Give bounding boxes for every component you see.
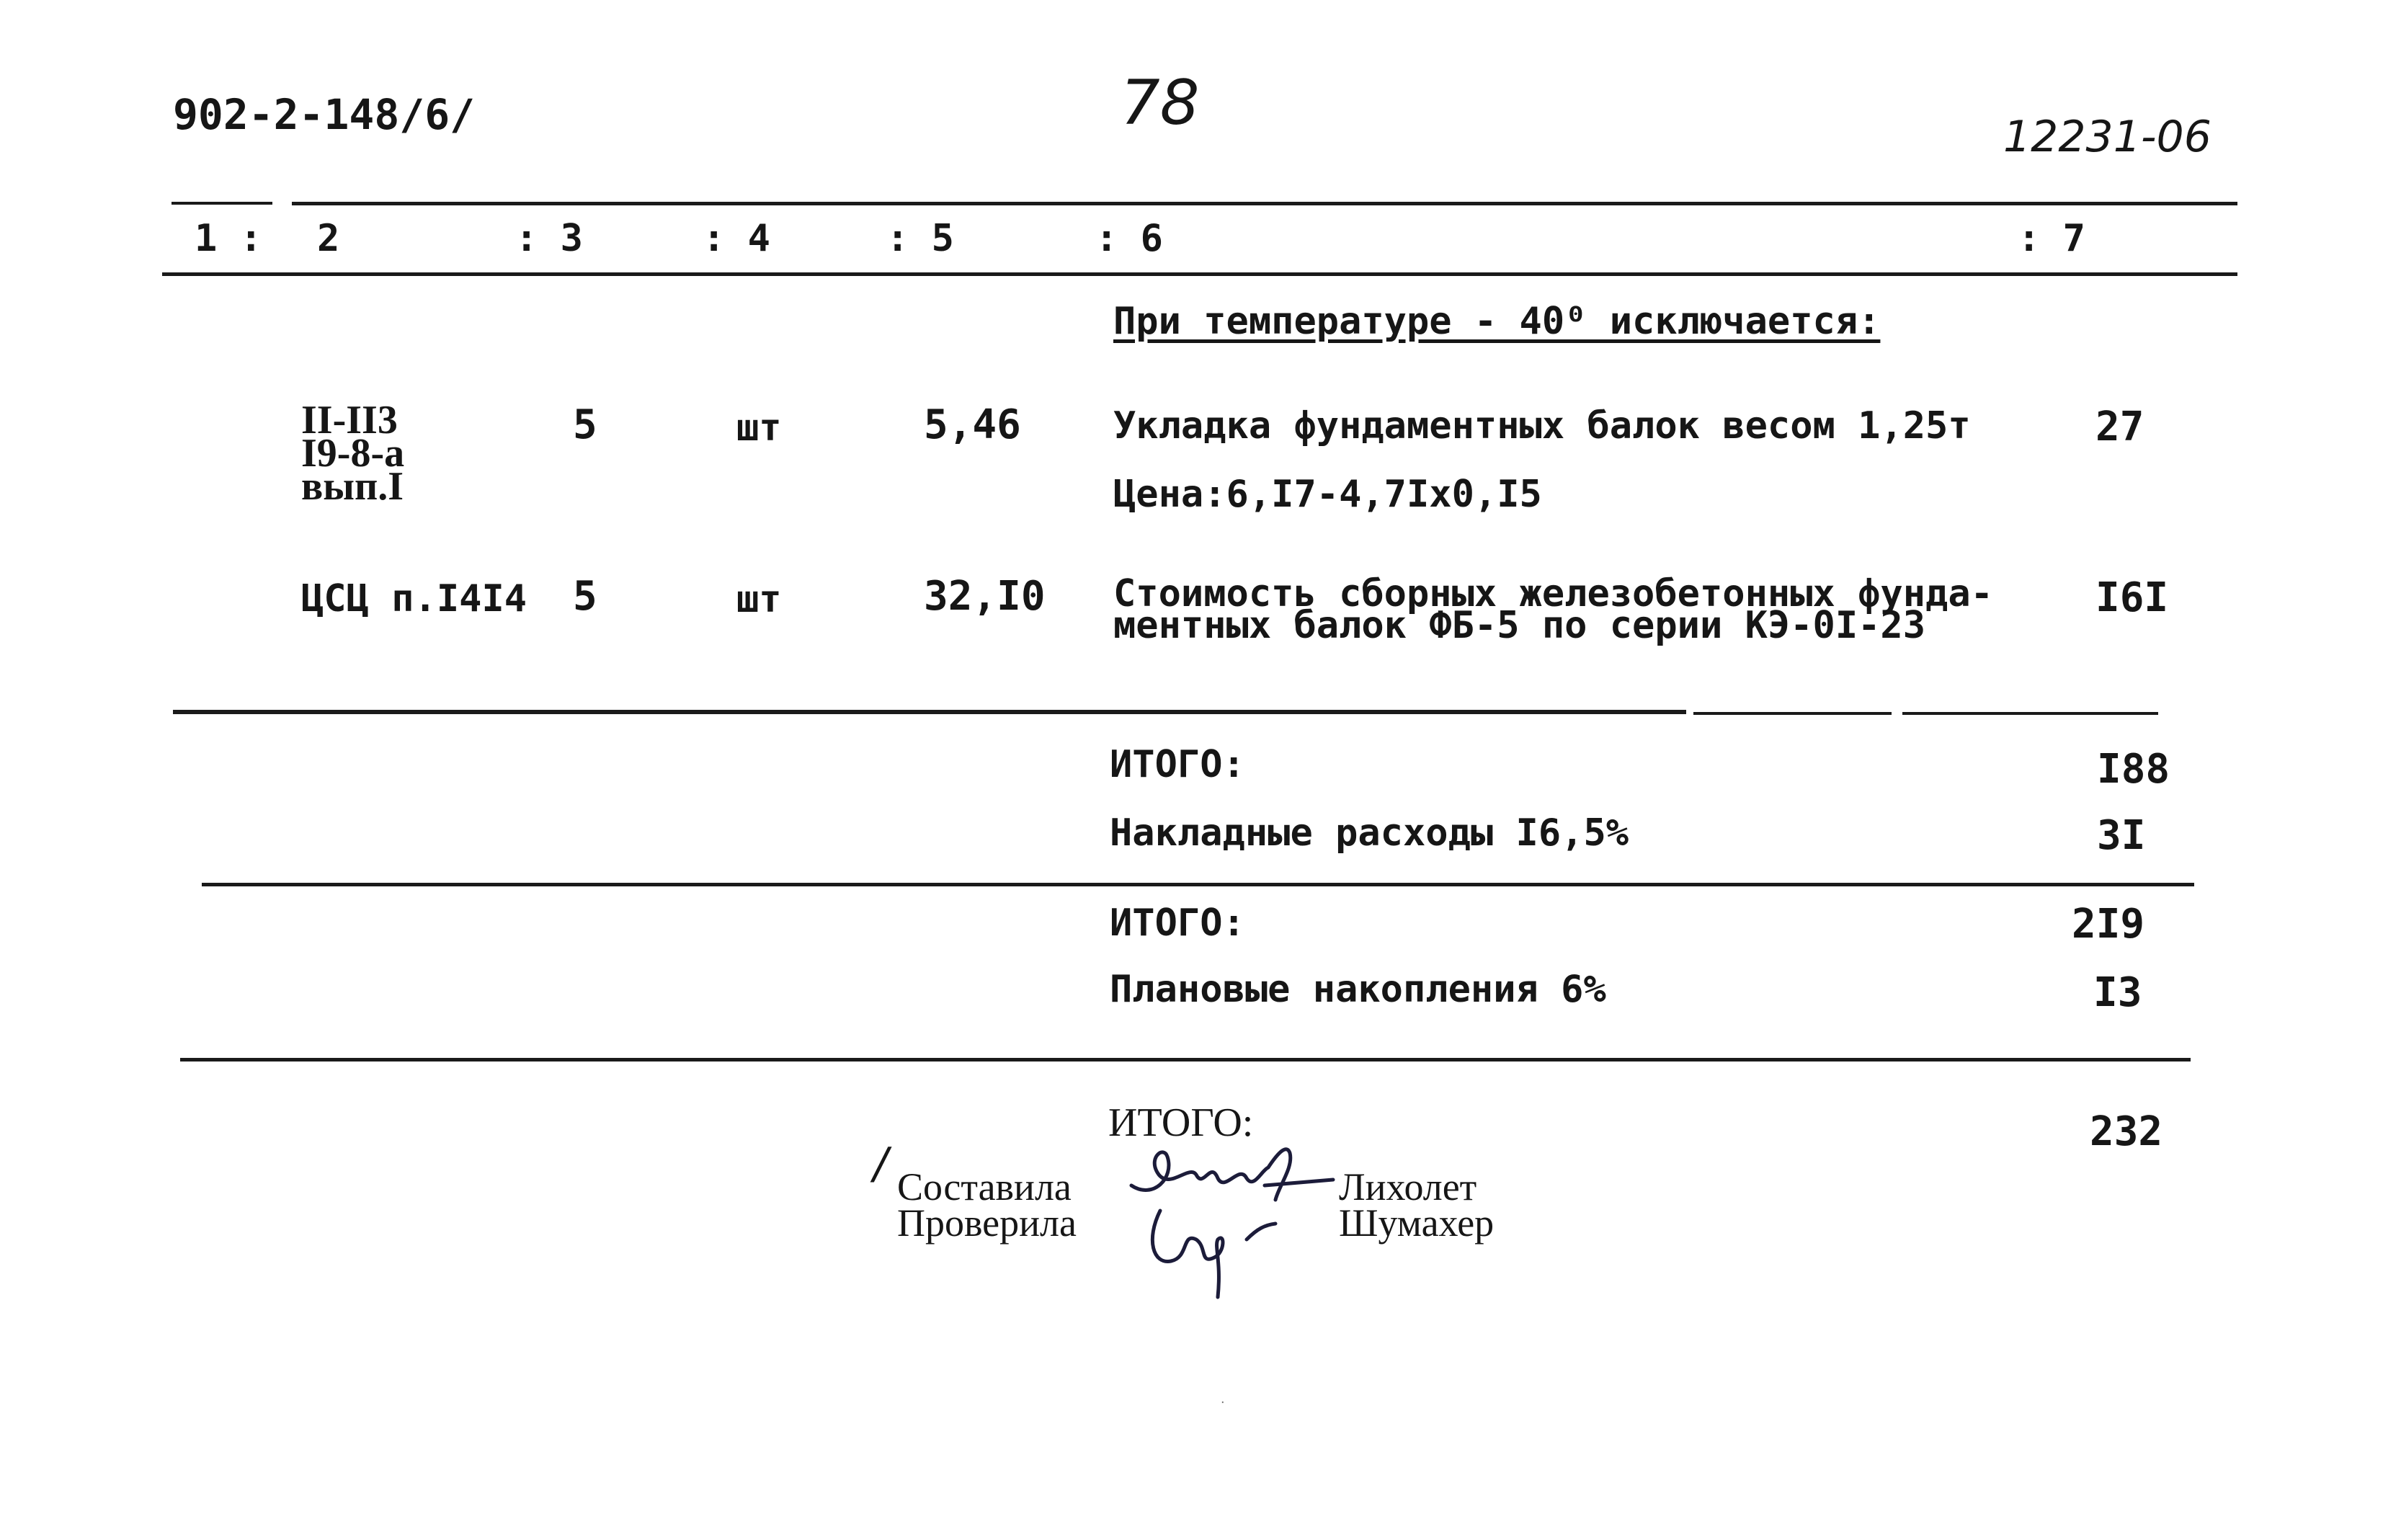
summary-profit-label: Плановые накопления 6%: [1110, 968, 1606, 1011]
row-1-total: 27: [2095, 404, 2144, 450]
row-2-total: I6I: [2095, 574, 2169, 621]
document-code: 902-2-148/6/: [173, 90, 476, 139]
compiled-by-name: Лихолет: [1339, 1165, 1477, 1209]
rows-end-rule-a: [173, 710, 1686, 714]
summary-overhead-label: Накладные расходы I6,5%: [1110, 811, 1629, 855]
row-1-price: 5,46: [924, 401, 1021, 448]
tick-mark: /: [873, 1139, 888, 1189]
summary-rule-1: [202, 883, 2194, 886]
column-header-5: : 5: [886, 217, 954, 260]
checked-by-label: Проверила: [897, 1201, 1077, 1245]
compiled-by-label: Составила: [897, 1165, 1072, 1209]
row-2-code: ЦСЦ п.I4I4: [301, 577, 527, 620]
header-top-rule: [292, 202, 2237, 205]
row-1-qty: 5: [573, 401, 597, 448]
table-row-1-code: [301, 398, 405, 509]
header-top-rule-left: [172, 202, 272, 205]
column-header-7: : 7: [2018, 217, 2085, 260]
summary-total-label: ИТОГО:: [1108, 1100, 1254, 1145]
signature-labels: [897, 1165, 1077, 1245]
row-1-code-line-3: вып.I: [301, 464, 404, 509]
summary-subtotal-1-label: ИТОГО:: [1110, 743, 1245, 786]
summary-total-value: 232: [2090, 1108, 2163, 1155]
section-heading: При температуре - 40⁰ исключается:: [1113, 300, 1881, 343]
summary-profit-value: I3: [2093, 969, 2142, 1016]
speck: .: [1219, 1394, 1226, 1407]
row-1-code-line-2: I9-8-a: [301, 431, 405, 476]
row-1-code-line-1: II-II3: [301, 398, 398, 442]
header-bottom-rule: [162, 272, 2237, 276]
page-number: 78: [1121, 67, 1200, 139]
column-header-6: : 6: [1095, 217, 1163, 260]
summary-subtotal-1-value: I88: [2097, 746, 2170, 793]
row-2-price: 32,I0: [924, 573, 1046, 620]
summary-rule-2: [180, 1058, 2191, 1061]
archive-number: 12231-06: [2003, 112, 2211, 162]
row-2-description: [1113, 572, 1993, 647]
row-1-description-line-1: Укладка фундаментных балок весом 1,25т: [1113, 404, 1971, 448]
checked-by-name: Шумахер: [1339, 1201, 1495, 1245]
column-header-4: : 4: [703, 217, 770, 260]
row-2-description-line-1: Стоимость сборных железобетонных фунда-: [1113, 572, 1993, 615]
rows-end-rule-c: [1902, 712, 2158, 715]
column-header-3: : 3: [515, 217, 583, 260]
column-header-1: 1 :: [195, 217, 262, 260]
rows-end-rule-b: [1693, 712, 1892, 715]
row-1-description-line-2: Цена:6,I7-4,7Ix0,I5: [1113, 473, 1542, 516]
row-2-qty: 5: [573, 573, 597, 620]
summary-subtotal-2-label: ИТОГО:: [1110, 902, 1245, 945]
row-1-unit: шт: [736, 406, 782, 450]
column-header-2: 2: [317, 217, 340, 260]
row-2-unit: шт: [736, 578, 782, 621]
row-2-description-line-2: ментных балок ФБ-5 по серии КЭ-0I-23: [1113, 604, 1926, 647]
signature-names: [1339, 1165, 1495, 1245]
summary-overhead-value: 3I: [2097, 812, 2146, 859]
summary-subtotal-2-value: 2I9: [2072, 901, 2145, 948]
signature-checked-image: [1139, 1196, 1304, 1304]
